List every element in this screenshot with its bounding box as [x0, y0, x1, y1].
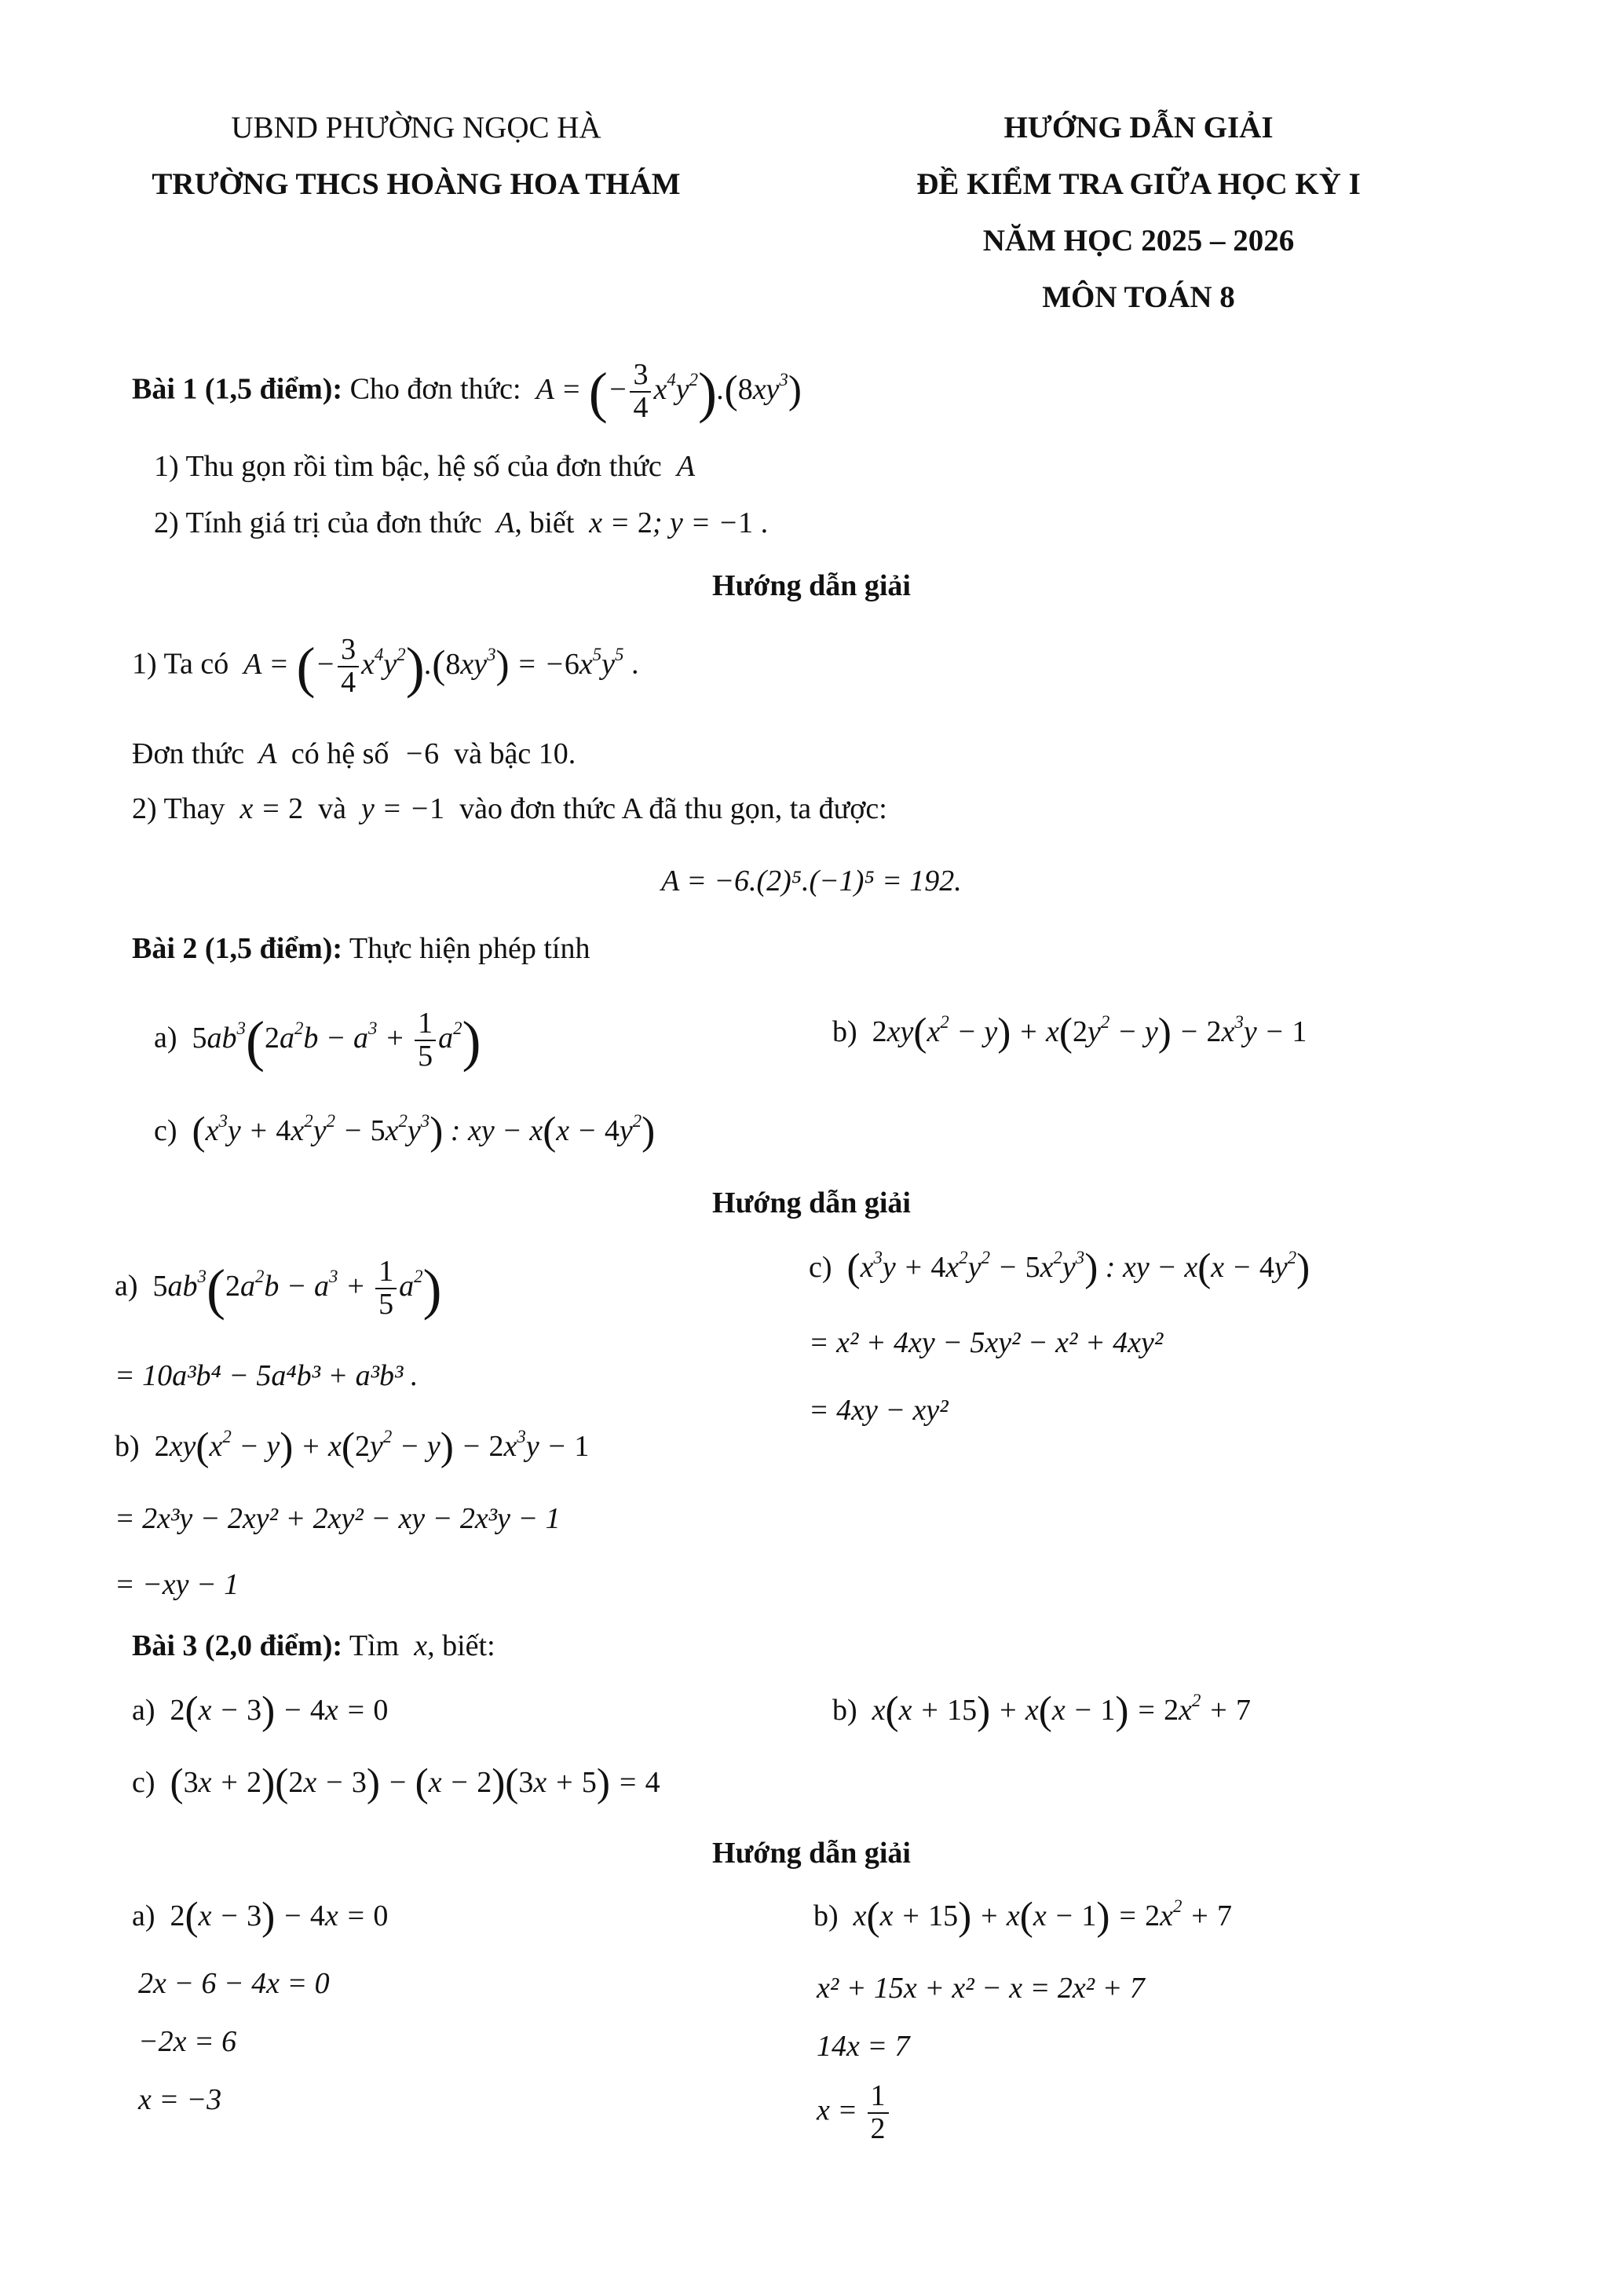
bai2-ans-label-a: a): [115, 1269, 138, 1303]
bai2-a: a) $5ab^3(2a^2b - a^3$ + $\frac{1}{5}$ $a^2$): [154, 1007, 481, 1073]
bai1-answer1: 1) Ta có A = (− $\frac{3}{4}$ $x^4y^2).(8xy^3) = -6x^5y^5$ .: [132, 633, 639, 699]
bai3-answer-a-step1: 2x − 6 − 4x = 0: [138, 1967, 330, 2000]
bai3-b: b) $x(x + 15) + x(x - 1) = 2x^2 + 7$: [832, 1688, 1252, 1734]
header-left-line1: UBND PHƯỜNG NGỌC HÀ: [231, 111, 601, 144]
bai3-answer-b-step2: 14x = 7: [817, 2030, 910, 2063]
bai2-label-a: a): [154, 1021, 177, 1055]
bai3-answer-a-step2: −2x = 6: [138, 2025, 237, 2058]
header-left-line2: TRƯỜNG THCS HOÀNG HOA THÁM: [152, 167, 681, 201]
bai2-answer-a-result: = 10a³b⁴ − 5a⁴b³ + a³b³ .: [115, 1359, 419, 1392]
bai3-intro-b: , biết:: [427, 1629, 495, 1662]
bai1-q1-text: 1) Thu gọn rồi tìm bậc, hệ số của đơn thức: [154, 450, 662, 483]
bai2-ans-label-c: c): [809, 1251, 832, 1284]
bai2-answer-c-result: = 4xy − xy²: [809, 1394, 949, 1427]
bai1-title: Bài 1 (1,5 điểm):: [132, 372, 343, 406]
bai3-answer-b: b) $x(x + 15) + x(x - 1) = 2x^2 + 7$: [813, 1894, 1233, 1940]
bai3-ans-label-b: b): [813, 1899, 839, 1932]
bai2-title: Bài 2 (1,5 điểm):: [132, 932, 343, 965]
bai2-answer-c: c) $(x^3y + 4x^2y^2 - 5x^2y^3)$ : xy − $x(x - 4y^2)$: [809, 1245, 1310, 1291]
bai1-ans1-prefix: 1) Ta có: [132, 647, 229, 681]
bai3-c: c) (3x + 2)(2x − 3) − (x − 2)(3x + 5) = 4: [132, 1760, 660, 1806]
bai3-intro-a: Tìm: [349, 1629, 400, 1662]
bai2-c: c) $(x^3y + 4x^2y^2 - 5x^2y^3)$ : xy − $x(x - 4y^2)$: [154, 1109, 656, 1154]
bai1-q1: 1) Thu gọn rồi tìm bậc, hệ số của đơn thức A: [154, 450, 696, 483]
bai3-title: Bài 3 (2,0 điểm):: [132, 1629, 343, 1662]
bai3-guide-heading: Hướng dẫn giải: [712, 1837, 911, 1870]
bai1-ans1-line2-c: và bậc 10.: [454, 737, 576, 770]
bai2-answer-a: a) $5ab^3(2a^2b - a^3$ + $\frac{1}{5}$ $a^2$): [115, 1255, 442, 1321]
bai1-answer2: 2) Thay x = 2 và y = −1 vào đơn thức A đã thu gọn, ta được:: [132, 792, 887, 825]
bai3-ans-label-a: a): [132, 1899, 155, 1932]
bai3-answer-a-step3: x = −3: [138, 2083, 222, 2116]
bai2-answer-b-result: = −xy − 1: [115, 1568, 239, 1601]
bai3-answer-b-step1: x² + 15x + x² − x = 2x² + 7: [817, 1972, 1145, 2005]
bai3-answer-b-step3: x = $\frac{1}{2}$: [817, 2081, 891, 2145]
bai1-ans2-suffix: vào đơn thức A đã thu gọn, ta được:: [459, 792, 887, 825]
header-right-line1: HƯỚNG DẪN GIẢI: [1003, 111, 1274, 144]
bai1-q2: 2) Tính giá trị của đơn thức A, biết x = 2; y = −1 .: [154, 506, 769, 539]
bai1-q2-mid: , biết: [514, 506, 575, 539]
bai2-intro: Thực hiện phép tính: [349, 932, 590, 965]
bai1-ans1-line2-b: có hệ số: [291, 737, 389, 770]
bai1-answer1-line2: Đơn thức A có hệ số −6 và bậc 10.: [132, 737, 576, 770]
bai3-label-c: c): [132, 1766, 155, 1799]
bai2-answer-b-step: = 2x³y − 2xy² + 2xy² − xy − 2x³y − 1: [115, 1502, 561, 1535]
bai1-expression: A = (− $\frac{3}{4}$ $x^4y^2).(8xy^3)$: [528, 358, 802, 424]
bai1-ans2-prefix: 2) Thay: [132, 792, 225, 825]
bai3-a: a) 2(x − 3) − 4x = 0: [132, 1688, 389, 1734]
bai1-question: [132, 360, 802, 424]
bai3-label-b: b): [832, 1694, 857, 1727]
bai1-q2-text: 2) Tính giá trị của đơn thức: [154, 506, 482, 539]
header-right-line2: ĐỀ KIỂM TRA GIỮA HỌC KỲ I: [916, 167, 1361, 201]
bai1-answer2-result: A = −6.(2)⁵.(−1)⁵ = 192.: [661, 865, 962, 898]
bai1-intro: Cho đơn thức:: [349, 372, 521, 406]
bai1-guide-heading: Hướng dẫn giải: [712, 569, 911, 602]
bai2-answer-b: b) $2xy(x^2 - y) + x(2y^2 - y) - 2x^3y - 1$: [115, 1424, 590, 1470]
bai3-answer-a: a) 2(x − 3) − 4x = 0: [132, 1894, 389, 1940]
header-right-line4: MÔN TOÁN 8: [1042, 280, 1235, 314]
bai1-ans2-and: và: [318, 792, 346, 825]
header-right-line3: NĂM HỌC 2025 – 2026: [982, 224, 1295, 258]
bai2-guide-heading: Hướng dẫn giải: [712, 1186, 911, 1219]
bai3-question: Bài 3 (2,0 điểm): Tìm x, biết:: [132, 1629, 495, 1662]
bai3-label-a: a): [132, 1694, 155, 1727]
bai2-label-c: c): [154, 1114, 177, 1147]
bai2-answer-c-step: = x² + 4xy − 5xy² − x² + 4xy²: [809, 1326, 1164, 1359]
bai2-ans-label-b: b): [115, 1430, 140, 1463]
bai1-ans1-line2-a: Đơn thức: [132, 737, 245, 770]
bai2-b: b) $2xy(x^2 - y) + x(2y^2 - y) - 2x^3y - 1$: [832, 1010, 1307, 1055]
bai2-question: [132, 931, 590, 966]
bai2-label-b: b): [832, 1015, 857, 1048]
